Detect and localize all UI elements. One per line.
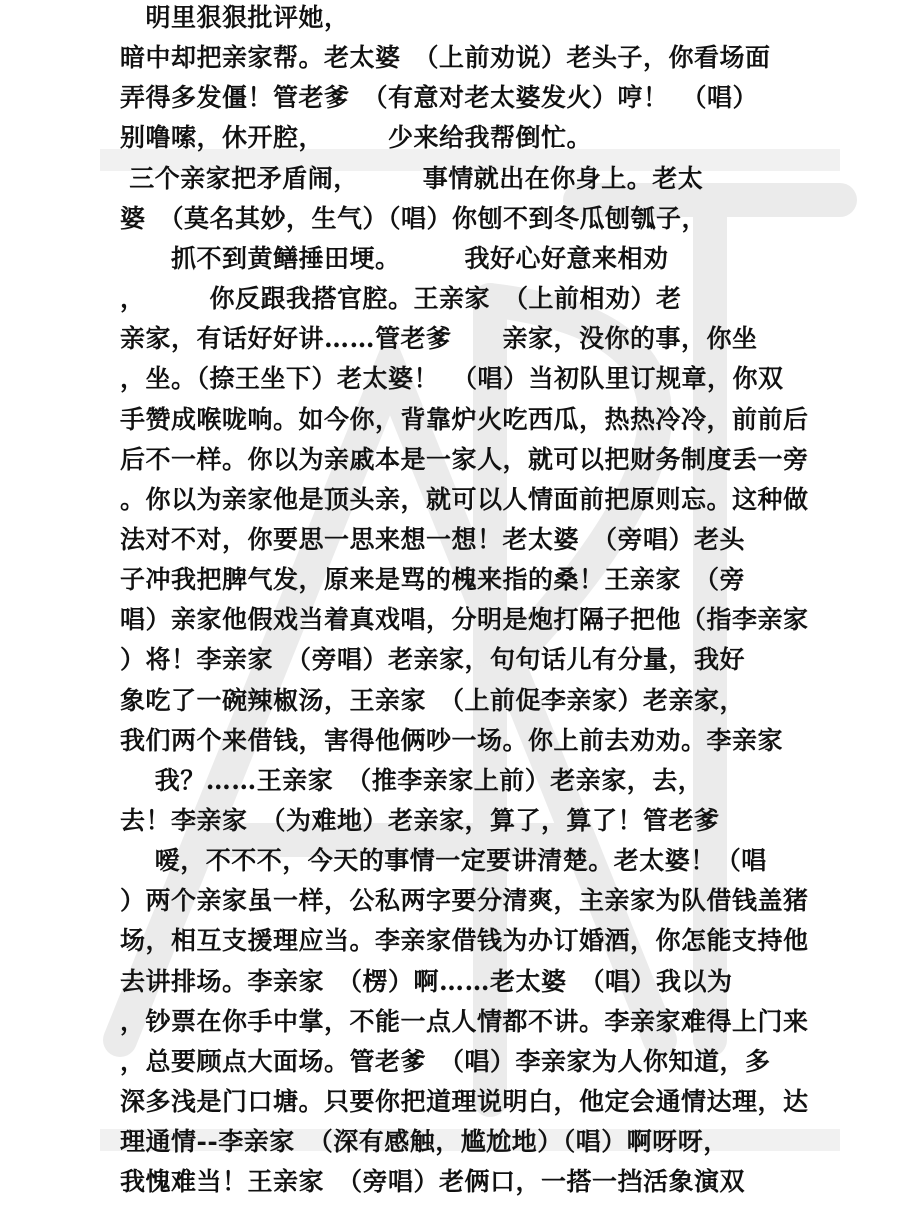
text-line: 手赞成喉咙响。如今你，背靠炉火吃西瓜，热热冷冷，前前后	[120, 404, 809, 434]
text-line: 我们两个来借钱，害得他俩吵一场。你上前去劝劝。李亲家	[120, 725, 784, 755]
text-line: 深多浅是门口塘。只要你把道理说明白，他定会通情达理，达	[120, 1087, 809, 1117]
text-line: 亲家，有话好好讲……管老爹 亲家，没你的事，你坐	[120, 324, 758, 354]
text-line: 去！李亲家 （为难地）老亲家，算了，算了！管老爹	[120, 806, 720, 835]
text-line: ，钞票在你手中掌，不能一点人情都不讲。李亲家难得上门来	[120, 1006, 809, 1036]
text-line: 象吃了一碗辣椒汤，王亲家 （上前促李亲家）老亲家，	[120, 685, 746, 715]
text-line: 婆 （莫名其妙，生气）（唱）你刨不到冬瓜刨瓠子，	[120, 203, 708, 233]
text-line: 三个亲家把矛盾闹， 事情就出在你身上。老太	[120, 163, 704, 193]
text-line: ，总要顾点大面场。管老爹 （唱）李亲家为人你知道，多	[120, 1046, 771, 1076]
text-line: ）将！李亲家 （旁唱）老亲家，句句话儿有分量，我好	[120, 645, 746, 675]
text-line: 抓不到黄鳝捶田埂。 我好心好意来相劝	[120, 243, 669, 273]
text-line: ， 你反跟我搭官腔。王亲家 （上前相劝）老	[120, 284, 682, 314]
text-line: 唱）亲家他假戏当着真戏唱，分明是炮打隔子把他（指李亲家	[120, 605, 809, 635]
text-line: 。你以为亲家他是顶头亲，就可以人情面前把原则忘。这种做	[120, 484, 809, 514]
text-line: 后不一样。你以为亲戚本是一家人，就可以把财务制度丢一旁	[120, 444, 809, 474]
text-line: 弄得多发僵！管老爹 （有意对老太婆发火）哼！ （唱）	[120, 83, 759, 113]
text-line: 去讲排场。李亲家 （楞）啊……老太婆 （唱）我以为	[120, 966, 733, 996]
text-line: 暗中却把亲家帮。老太婆 （上前劝说）老头子，你看场面	[120, 43, 771, 73]
text-line: 嗳，不不不，今天的事情一定要讲清楚。老太婆！（唱	[120, 846, 767, 876]
text-line: 我愧难当！王亲家 （旁唱）老俩口，一搭一挡活象演双	[120, 1167, 746, 1197]
text-line: 子冲我把脾气发，原来是骂的槐来指的桑！王亲家 （旁	[120, 565, 746, 595]
text-line: ）两个亲家虽一样，公私两字要分清爽，主亲家为队借钱盖猪	[120, 886, 809, 916]
text-line: 场，相互支援理应当。李亲家借钱为办订婚酒，你怎能支持他	[120, 926, 809, 956]
text-line: 理通情--李亲家 （深有感触，尴尬地）（唱）啊呀呀，	[120, 1127, 729, 1157]
text-line: ，坐。（捺王坐下）老太婆！ （唱）当初队里订规章，你双	[120, 364, 784, 394]
text-line: 我？……王亲家 （推李亲家上前）老亲家，去，	[120, 765, 704, 795]
text-line: 别噜嗦，休开腔， 少来给我帮倒忙。	[120, 123, 593, 153]
text-line: 法对不对，你要思一思来想一想！老太婆 （旁唱）老头	[120, 524, 746, 554]
text-line: 明里狠狠批评她，	[120, 3, 350, 32]
